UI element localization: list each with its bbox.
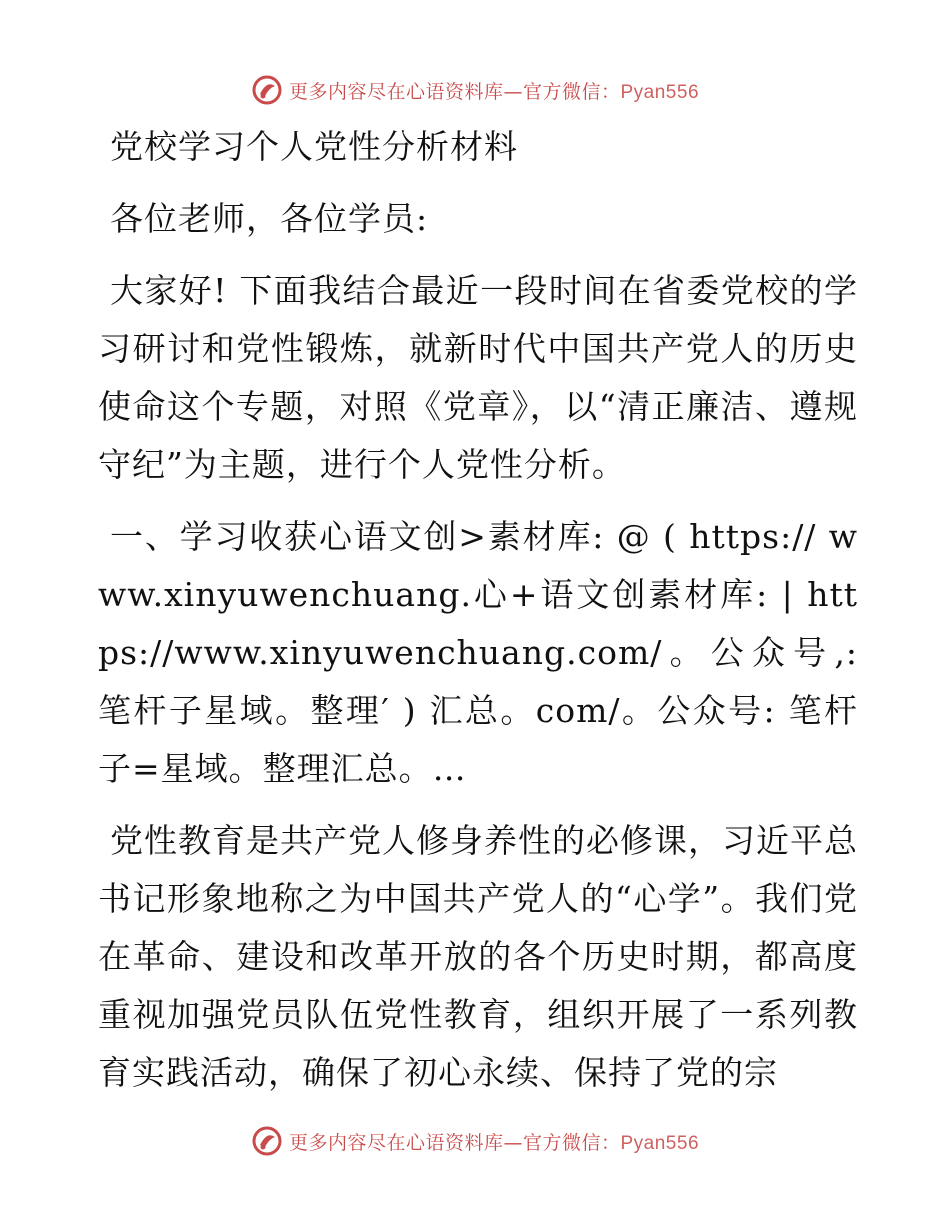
watermark-channel: 官方微信： bbox=[522, 80, 621, 103]
watermark-id: Pyan556 bbox=[620, 81, 700, 103]
footer-watermark bbox=[0, 1121, 950, 1161]
header-watermark bbox=[0, 70, 950, 110]
watermark-logo-icon bbox=[251, 1125, 283, 1157]
watermark-text bbox=[289, 77, 699, 104]
document-body bbox=[98, 118, 858, 1102]
watermark-channel: 官方微信： bbox=[522, 1131, 621, 1154]
document-title: 党校学习个人党性分析材料 bbox=[110, 127, 518, 166]
section-one-paragraph: 一、学习收获心语文创>素材库: @ ( https:// www.xinyuwenchuang.心+语文创素材库: | https://www.xinyuwenchuang.com/。公众号,: 笔杆子星域。整理′ ) 汇总。com/。公众号: 笔杆子=星域。整理汇总。… bbox=[98, 517, 858, 788]
intro-paragraph: 大家好! 下面我结合最近一段时间在省委党校的学习研讨和党性锻炼，就新时代中国共产党人的历史使命这个专题，对照《党章》，以“清正廉洁、遵规守纪”为主题，进行个人党性分析。 bbox=[98, 271, 858, 484]
greeting: 各位老师，各位学员: bbox=[110, 199, 429, 238]
watermark-text bbox=[289, 1128, 699, 1155]
watermark-logo-icon bbox=[251, 74, 283, 106]
body-paragraph: 党性教育是共产党人修身养性的必修课，习近平总书记形象地称之为中国共产党人的“心学”。我们党在革命、建设和改革开放的各个历史时期，都高度重视加强党员队伍党性教育，组织开展了一系列教育实践活动，确保了初心永续、保持了党的宗 bbox=[98, 821, 858, 1092]
watermark-brand: 更多内容尽在心语资料库 bbox=[288, 80, 504, 103]
watermark-separator: — bbox=[503, 1131, 523, 1154]
watermark-separator: — bbox=[503, 80, 523, 103]
watermark-brand: 更多内容尽在心语资料库 bbox=[288, 1131, 504, 1154]
watermark-id: Pyan556 bbox=[620, 1132, 700, 1154]
